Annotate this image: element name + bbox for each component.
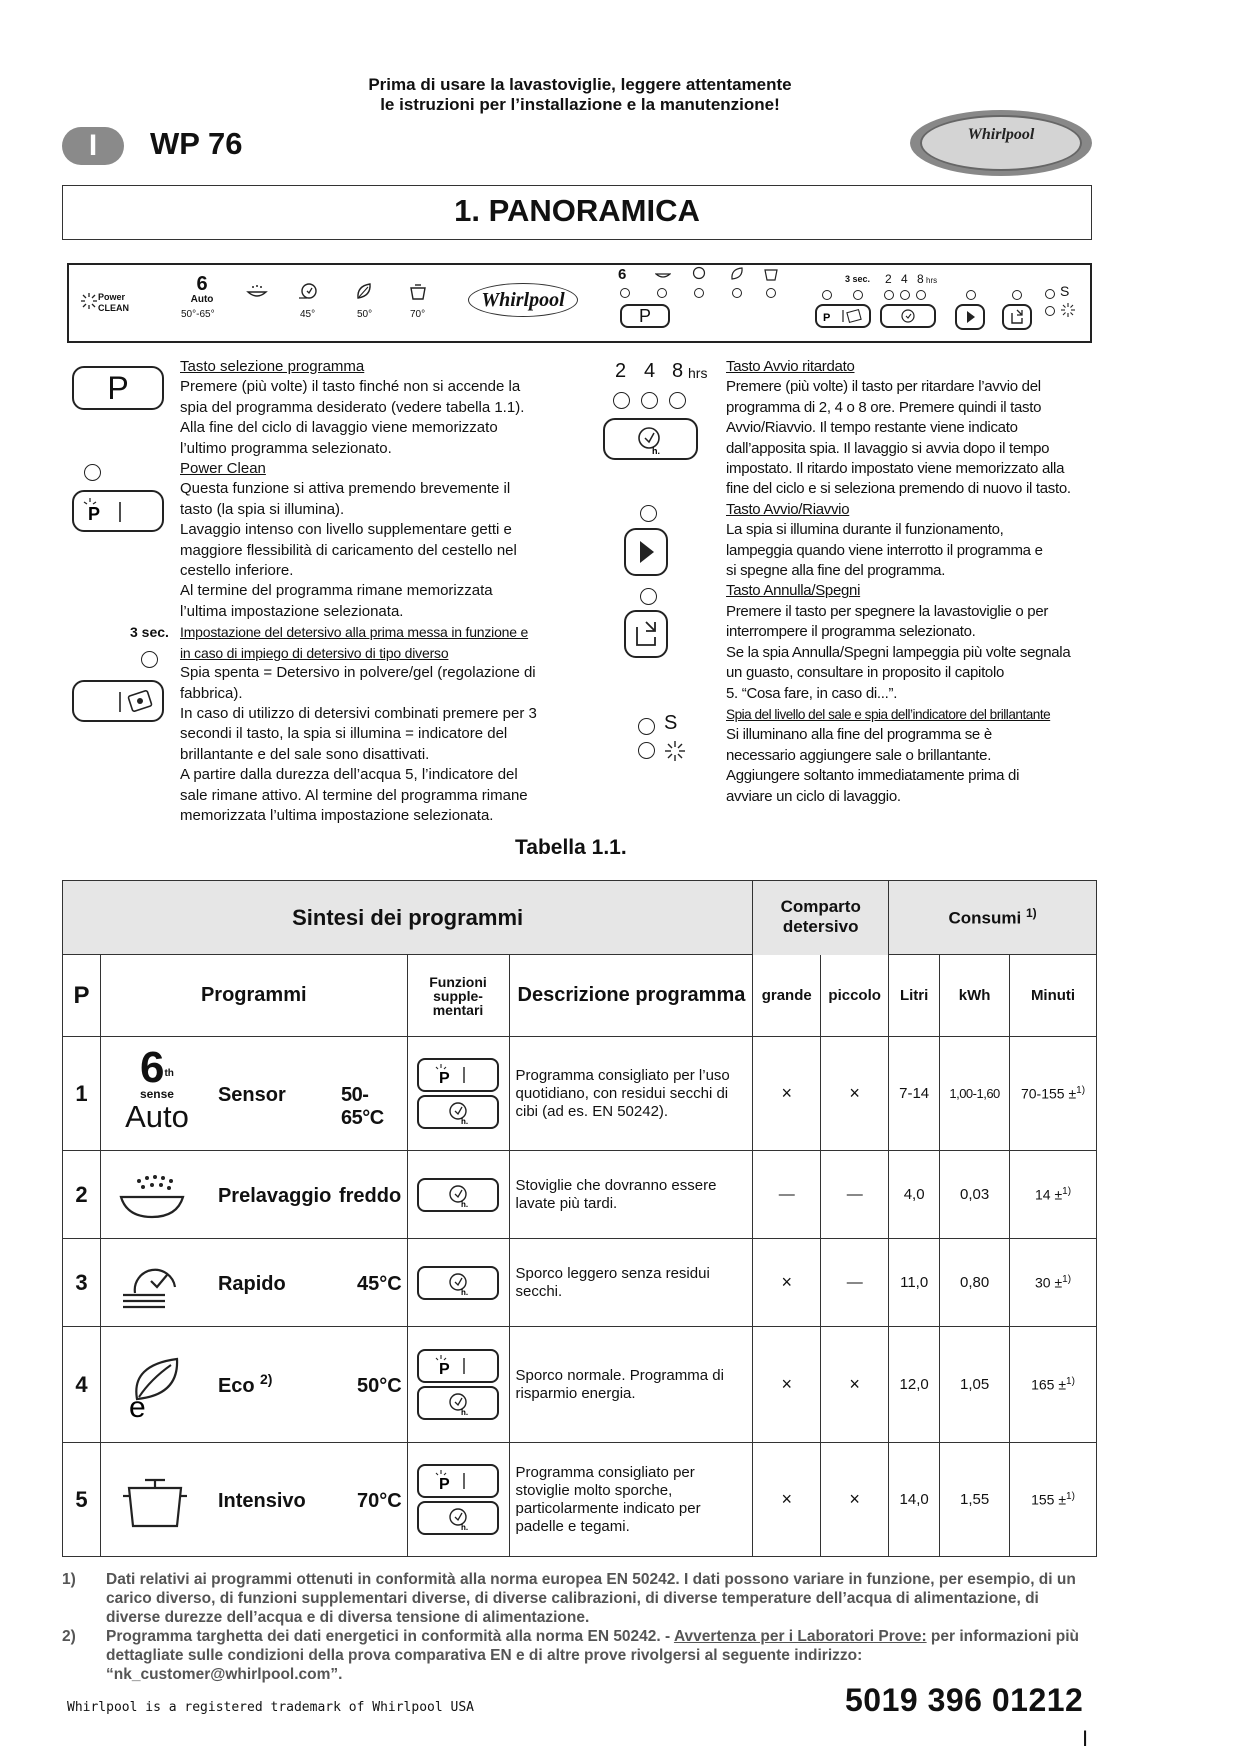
detergent-led [822,290,832,300]
salt-line: Si illuminano alla fine del programma se è [726,726,992,744]
power-clean-icon [74,492,162,530]
header-description: Descrizione programma [509,955,753,1037]
right-descriptions [726,357,1098,807]
panel-logo-text: Whirlpool [481,289,565,311]
row-large: × [753,1327,821,1443]
row-minutes-sup: 1) [1076,1085,1086,1097]
row-p: 2 [63,1151,101,1239]
panel-hrs: hrs [926,276,938,285]
detergent-line: memorizzata l’ultima impostazione selezionata. [180,806,494,824]
power-clean-line: maggiore flessibilità di caricamento del cestello nel [180,541,517,559]
row-program [100,1037,407,1151]
program-name: Prelavaggio [217,1184,332,1207]
panel-whirlpool-logo [468,283,578,317]
program-name: Eco [217,1374,255,1397]
program-temp: 50-65°C [340,1083,384,1129]
footnote-2-key: 2) [62,1628,76,1645]
header-small: piccolo [821,955,889,1037]
footnotes [62,1570,1097,1684]
salt-led [1045,289,1055,299]
delay-clock-icon [428,1389,488,1417]
svg-text:P: P [439,1070,450,1087]
logo-text: Whirlpool [967,126,1035,143]
delay-led-4 [900,290,910,300]
program-temp: freddo [338,1184,402,1207]
panel-temp-50: 50° [357,309,373,320]
cancel-power-icon [1004,306,1030,328]
row-litres: 7-14 [889,1037,940,1151]
row-description: Sporco leggero senza residui secchi. [509,1239,753,1327]
program-select-description [180,357,580,826]
header-summary: Sintesi dei programmi [63,881,753,955]
quick-icon [298,282,318,302]
row-minutes [1010,1327,1097,1443]
detergent-indicator [141,651,158,668]
salt-line: necessario aggiungere sale o brillantante. [726,746,992,764]
eco-leaf-icon [127,1355,183,1419]
program-select-line: Premere (più volte) il tasto finché non si accende la [180,378,521,396]
table-row [63,1037,1097,1151]
delay-clock-icon [882,306,934,326]
footnote-2-lab-warning: Avvertenza per i Laboratori Prove: [673,1628,927,1645]
table-row [63,1151,1097,1239]
delay-line: Avvio/Riavvio. Il tempo restante viene indicato [726,419,1018,437]
document-code: 5019 396 01212 [845,1682,1084,1718]
row-kwh: 0,80 [940,1239,1010,1327]
row-large: × [753,1443,821,1557]
row-small: × [821,1327,889,1443]
header-programs: Programmi [100,955,407,1037]
trademark-notice: Whirlpool is a registered trademark of Whirlpool USA [67,1700,474,1715]
delay-hour-8: 8 [672,360,684,382]
off-line: Premere il tasto per spegnere la lavastoviglie o per [726,602,1049,620]
panel-quick-icon [690,266,706,282]
delay-hour-2: 2 [615,360,627,382]
power-clean-logo [80,290,148,316]
powerclean-detergent-icon [817,306,869,326]
header-compartment: Comparto detersivo [753,881,889,955]
header-minutes: Minuti [1010,955,1097,1037]
row-minutes [1010,1443,1097,1557]
page-number: I [1082,1726,1089,1751]
detergent-line: sale rimane attivo. Al termine del programma rimane [180,786,528,804]
program-name: Sensor [217,1083,286,1106]
sense-th: th [164,1067,174,1079]
delay-line: Premere (più volte) il tasto per ritardare l’avvio del [726,378,1041,396]
clean-label: CLEAN [98,303,129,313]
row-program [100,1151,407,1239]
program-name: Intensivo [217,1489,306,1512]
row-litres: 14,0 [889,1443,940,1557]
play-icon [957,306,983,328]
cancel-off-key[interactable] [624,610,668,658]
panel-sixth-sense-icon: 6 [618,266,627,283]
panel-pot-icon [763,266,779,282]
pot-icon [408,282,428,302]
program-select-line: spia del programma desiderato (vedere tabella 1.1). [180,398,525,416]
detergent-line: In caso di utilizzo di detersivi combinati premere per 3 [180,704,537,722]
detergent-key[interactable] [72,680,164,722]
program-led-3 [694,288,704,298]
row-minutes [1010,1037,1097,1151]
row-minutes-value: 165 ± [1031,1376,1067,1393]
start-line: La spia si illumina durante il funzionamento, [726,521,1004,539]
row-program [100,1443,407,1557]
program-select-key[interactable]: P [72,366,164,410]
panel-auto-group [182,274,222,305]
svg-text:h.: h. [461,1287,469,1297]
delay-key [417,1386,499,1420]
row-minutes-sup: 1) [1062,1186,1072,1198]
power-clean-line: tasto (la spia si illumina). [180,500,345,518]
row-minutes-value: 14 ± [1034,1186,1063,1203]
delay-hrs-unit: hrs [688,365,708,381]
language-badge: I [62,127,124,165]
pot-icon [123,1474,187,1530]
row-minutes-value: 30 ± [1034,1274,1063,1291]
start-line: si spegne alla fine del programma. [726,562,946,580]
detergent-title-line-1: Impostazione del detersivo alla prima messa in funzione e [180,624,529,641]
row-minutes-value: 70-155 ± [1020,1085,1077,1102]
header-large: grande [753,955,821,1037]
salt-title: Spia del livello del sale e spia dell’indicatore del brillantante [726,706,1051,722]
svg-text:h.: h. [461,1117,469,1126]
power-clean-led [853,290,863,300]
row-kwh: 0,03 [940,1151,1010,1239]
panel-eco-icon [729,266,745,282]
delay-clock-icon [428,1269,488,1297]
detergent-line: brillantante e del sale sono disattivati. [180,745,430,763]
program-temp: 50°C [356,1374,402,1397]
delay-clock-icon [428,1504,488,1532]
model-name: WP 76 [150,126,243,161]
program-temp: 45°C [356,1272,402,1295]
row-functions [407,1443,509,1557]
power-label: Power [98,292,126,302]
power-clean-line: Questa funzione si attiva premendo brevemente il [180,480,511,498]
panel-three-sec: 3 sec. [845,274,871,284]
footnote-2-text-b: per informazioni più dettagliate sulle condizioni della prova comparativa EN e di altre prove rivolgersi al seguente indirizzo: “nk_customer@whirlpool.com”. [106,1628,1080,1683]
table-row [63,1239,1097,1327]
footnote-1-key: 1) [62,1571,76,1588]
salt-indicator [638,718,655,735]
svg-text:h.: h. [461,1523,469,1532]
svg-text:h.: h. [461,1199,469,1209]
cancel-power-icon [626,612,666,656]
svg-text:h.: h. [652,446,660,456]
program-name: Rapido [217,1272,286,1295]
sparkle-icon [80,292,98,310]
start-indicator [640,505,657,522]
detergent-line: A partire dalla durezza dell’acqua 5, l’indicatore del [180,766,518,784]
section-title: 1. PANORAMICA [454,193,700,228]
off-line: un guasto, consultare in proposito il capitolo [726,664,1005,682]
svg-text:h.: h. [461,1408,469,1417]
three-sec-label: 3 sec. [130,624,169,640]
row-description: Stoviglie che dovranno essere lavate più tardi. [509,1151,753,1239]
sense-word: sense [139,1086,174,1101]
svg-text:P: P [439,1361,450,1378]
delay-indicator-4 [641,392,658,409]
salt-icon: S [1060,283,1070,299]
panel-auto-temp: 50°-65° [181,309,215,320]
row-kwh: 1,55 [940,1443,1010,1557]
program-table [62,880,1097,1557]
delay-key [417,1501,499,1535]
panel-hour-4: 4 [901,272,908,286]
svg-text:P: P [823,312,831,324]
salt-line: avviare un ciclo di lavaggio. [726,787,901,805]
off-led [1012,290,1022,300]
delay-clock-icon [428,1181,488,1209]
power-clean-key [417,1349,499,1383]
start-led [966,290,976,300]
delay-led-2 [884,290,894,300]
header-consumption [889,881,1097,955]
program-led-2 [657,288,667,298]
delay-key [417,1266,499,1300]
panel-hour-2: 2 [885,272,892,286]
detergent-line: fabbrica). [180,684,243,702]
whirlpool-logo [910,110,1092,176]
intro-notice [300,75,860,115]
delay-line: impostato. Il ritardo impostato viene memorizzato alla [726,460,1065,478]
row-small: — [821,1239,889,1327]
program-led-5 [766,288,776,298]
svg-text:P: P [439,1476,450,1493]
start-resume-key[interactable] [624,528,668,576]
panel-powerclean-detergent-button[interactable] [815,304,871,328]
row-p: 5 [63,1443,101,1557]
rinse-aid-indicator [638,742,655,759]
row-litres: 12,0 [889,1327,940,1443]
header-consumption-sup: 1) [1025,906,1037,921]
row-functions [407,1037,509,1151]
program-temp: 70°C [356,1489,402,1512]
header-litres: Litri [889,955,940,1037]
program-led-4 [732,288,742,298]
power-clean-icon [428,1352,488,1380]
delay-indicator-2 [613,392,630,409]
footnote-1-text: Dati relativi ai programmi ottenuti in conformità alla norma europea EN 50242. I dati possono variare in funzione, per esempio, di un carico diverso, di funzioni supplementari diverse, di diverse calibrazioni, di diverse temperature dell’acqua di alimentazione, di diverse durezze dell’acqua e di diversa tensione di alimentazione. [106,1571,1076,1626]
off-title: Tasto Annulla/Spegni [726,582,861,600]
salt-icon: S [664,712,678,734]
panel-start-button[interactable] [955,304,985,330]
table-row [63,1443,1097,1557]
play-icon [626,530,666,574]
svg-text:P: P [88,504,101,524]
row-program [100,1239,407,1327]
delay-led-8 [916,290,926,300]
start-title: Tasto Avvio/Riavvio [726,500,850,518]
row-large: — [753,1151,821,1239]
row-minutes-sup: 1) [1066,1491,1075,1503]
row-litres: 11,0 [889,1239,940,1327]
row-description: Programma consigliato per l’uso quotidiano, con residui secchi di cibi (ad es. EN 50242). [509,1037,753,1151]
eco-leaf-icon [355,282,373,302]
delay-title: Tasto Avvio ritardato [726,358,855,375]
power-clean-line: l’ultima impostazione selezionata. [180,602,404,620]
row-small: — [821,1151,889,1239]
off-indicator [640,588,657,605]
row-functions [407,1151,509,1239]
power-clean-indicator [84,464,101,481]
delay-key [417,1178,499,1212]
row-kwh: 1,05 [940,1327,1010,1443]
panel-auto-label: Auto [190,294,214,305]
program-name-sup: 2) [259,1370,273,1387]
delay-indicator-8 [669,392,686,409]
row-minutes-sup: 1) [1062,1274,1072,1286]
program-led-1 [620,288,630,298]
panel-off-button[interactable] [1002,304,1032,330]
row-kwh: 1,00-1,60 [940,1037,1010,1151]
detergent-title-line-2: in caso di impiego di detersivo di tipo diverso [180,644,449,661]
rinse-aid-icon [1060,302,1076,318]
rinse-led [1045,306,1055,316]
intro-line-2: le istruzioni per l’installazione e la manutenzione! [380,95,780,114]
row-minutes-value: 155 ± [1031,1491,1067,1508]
power-clean-key[interactable] [72,490,164,532]
auto-word: Auto [125,1098,189,1134]
delay-clock-icon [605,420,696,458]
header-p: P [63,955,101,1037]
row-minutes-sup: 1) [1066,1376,1075,1388]
power-clean-line: cestello inferiore. [180,562,294,580]
footnote-2 [62,1627,1097,1684]
delay-line: fine del ciclo e si seleziona premendo di nuovo il tasto. [726,480,1071,498]
panel-temp-70: 70° [410,309,426,320]
quick-icon [121,1257,185,1311]
header-kwh: kWh [940,955,1010,1037]
delay-line: programma di 2, 4 o 8 ore. Premere quindi il tasto [726,398,1042,416]
delay-line: dall’apposita spia. Il lavaggio si avvia dopo il tempo [726,439,1050,457]
prewash-icon [117,1173,187,1221]
header-functions: Funzioni supple- mentari [407,955,509,1037]
off-line: 5. “Cosa fare, in caso di...”. [726,684,898,702]
row-small: × [821,1443,889,1557]
power-clean-line: Lavaggio intenso con livello supplementare getti e [180,521,512,539]
panel-program-button[interactable]: P [620,304,670,328]
header-consumption-label: Consumi [948,908,1022,928]
footnote-1 [62,1570,1097,1627]
program-select-title: Tasto selezione programma [180,358,365,375]
power-clean-title: Power Clean [180,460,266,478]
prewash-icon [246,284,268,300]
power-clean-icon [428,1061,488,1089]
footnote-2-text-a: Programma targhetta dei dati energetici in conformità alla norma EN 50242. - [106,1628,674,1645]
power-clean-line: Al termine del programma rimane memorizzata [180,582,493,600]
row-description: Programma consigliato per stoviglie molto sporche, particolarmente indicato per padelle e tegami. [509,1443,753,1557]
panel-hour-8: 8 [917,272,924,286]
program-select-line: Alla fine del ciclo di lavaggio viene memorizzato [180,419,498,437]
delay-clock-icon [428,1098,488,1126]
off-line: interrompere il programma selezionato. [726,623,976,641]
detergent-tablet-icon [74,682,162,720]
sixth-sense-icon: 6 [196,273,208,295]
row-program [100,1327,407,1443]
row-p: 3 [63,1239,101,1327]
intro-line-1: Prima di usare la lavastoviglie, leggere attentamente [368,75,792,94]
panel-prewash-icon [655,268,671,280]
delay-key [417,1095,499,1129]
detergent-line: secondi il tasto, la spia si illumina = indicatore del [180,725,508,743]
panel-temp-45: 45° [300,309,316,320]
sixth-sense-icon: 6th sense Auto [113,1048,201,1134]
row-large: × [753,1037,821,1151]
row-p: 4 [63,1327,101,1443]
rinse-aid-icon [664,740,686,762]
delay-hour-4: 4 [644,360,656,382]
row-minutes [1010,1151,1097,1239]
panel-delay-button[interactable] [880,304,936,328]
delay-start-key[interactable] [603,418,698,460]
row-small: × [821,1037,889,1151]
row-description: Sporco normale. Programma di risparmio energia. [509,1327,753,1443]
row-functions [407,1327,509,1443]
power-clean-icon [428,1467,488,1495]
start-line: lampeggia quando viene interrotto il programma e [726,541,1043,559]
table-caption: Tabella 1.1. [515,836,627,859]
power-clean-key [417,1058,499,1092]
detergent-line: Spia spenta = Detersivo in polvere/gel (regolazione di [180,664,536,682]
row-functions [407,1239,509,1327]
row-large: × [753,1239,821,1327]
footnote-2-body [106,1627,1097,1684]
row-minutes [1010,1239,1097,1327]
salt-line: Aggiungere soltanto immediatamente prima di [726,767,1020,785]
row-p: 1 [63,1037,101,1151]
power-clean-key [417,1464,499,1498]
program-select-line: l’ultimo programma selezionato. [180,439,392,457]
row-litres: 4,0 [889,1151,940,1239]
svg-text:e: e [128,1390,146,1419]
off-line: Se la spia Annulla/Spegni lampeggia più volte segnala [726,643,1071,661]
table-row [63,1327,1097,1443]
